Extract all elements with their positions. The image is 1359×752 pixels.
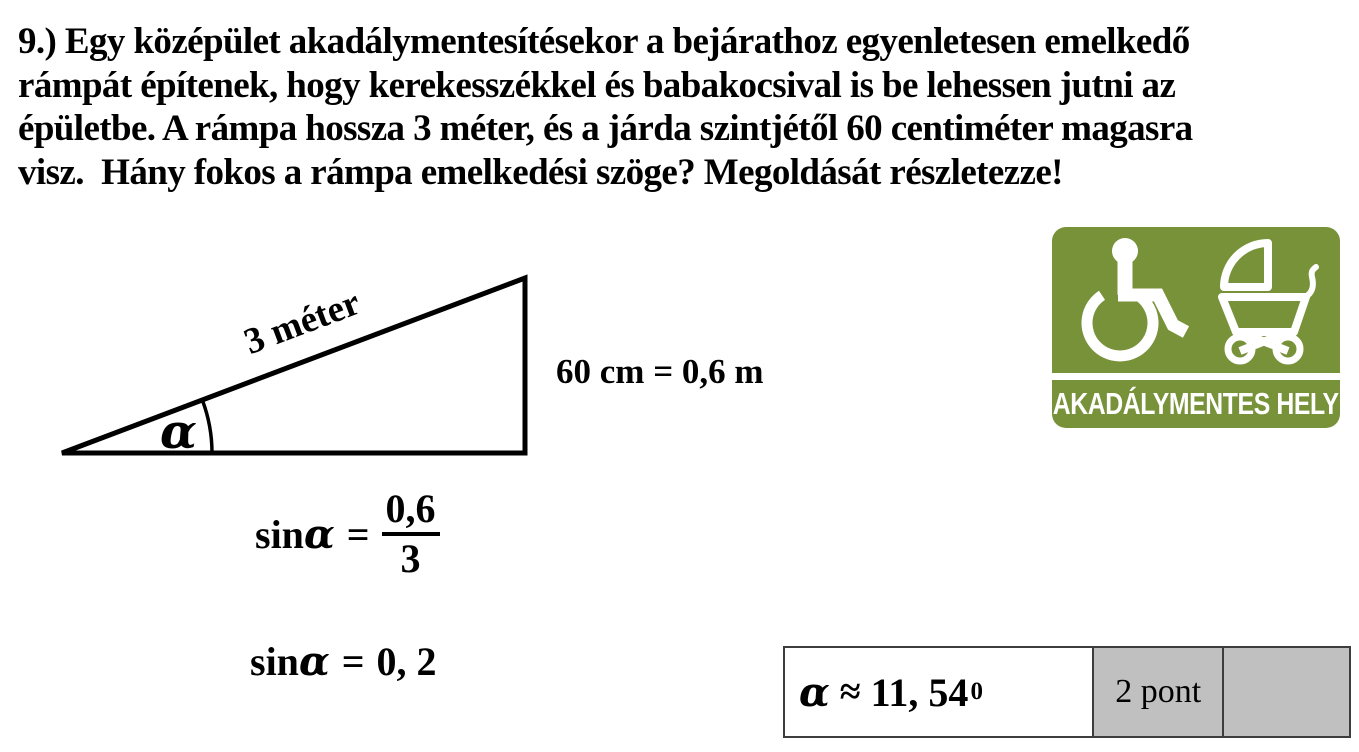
answer-table [783,646,1351,738]
sin-function: sin [255,511,304,557]
sin-function: sin [250,639,299,684]
ramp-triangle-diagram [55,268,535,460]
score-entry-cell [1224,648,1349,736]
alpha-variable: α [303,510,335,558]
fraction [382,488,440,580]
accessibility-sign [1052,227,1340,428]
height-label: 60 cm = 0,6 m [556,352,764,391]
formula-sine-fraction [255,488,440,580]
alpha-variable: α [799,668,830,716]
problem-text-line: visz. Hány fokos a rámpa emelkedési szöge? Megoldását részletezze! [18,151,1063,193]
problem-text-line: épületbe. A rámpa hossza 3 méter, és a járda szintjétől 60 centiméter magasra [18,108,1193,149]
angle-arc [202,400,212,453]
problem-text-line: 9.) Egy középület akadálymentesítésekor a bejárathoz egyenletesen emelkedő [18,21,1190,62]
equals-sign: = [346,511,370,557]
degree-exponent: 0 [970,678,983,705]
equals-sign: = [341,639,365,684]
angle-label: α [160,404,197,460]
answer-result-cell [785,648,1094,736]
fraction-numerator: 0,6 [385,486,436,531]
sign-divider [1052,373,1340,380]
points-cell [1094,648,1225,736]
formula-sine-value [250,638,437,685]
sine-value: 0, 2 [376,639,437,684]
hypotenuse-label: 3 méter [238,282,366,363]
problem-text-line: rámpát építenek, hogy kerekesszékkel és babakocsival is be lehessen jutni az [18,64,1176,106]
stroller-icon [1212,235,1324,365]
fraction-denominator: 3 [400,536,421,581]
problem-statement [18,20,1353,194]
sign-label: AKADÁLYMENTES HELY [1053,386,1339,421]
points-label: 2 pont [1115,673,1202,710]
approx-sign: ≈ [839,671,861,713]
alpha-variable: α [298,638,330,685]
wheelchair-icon [1072,235,1190,363]
angle-value: 11, 54 [870,669,969,715]
